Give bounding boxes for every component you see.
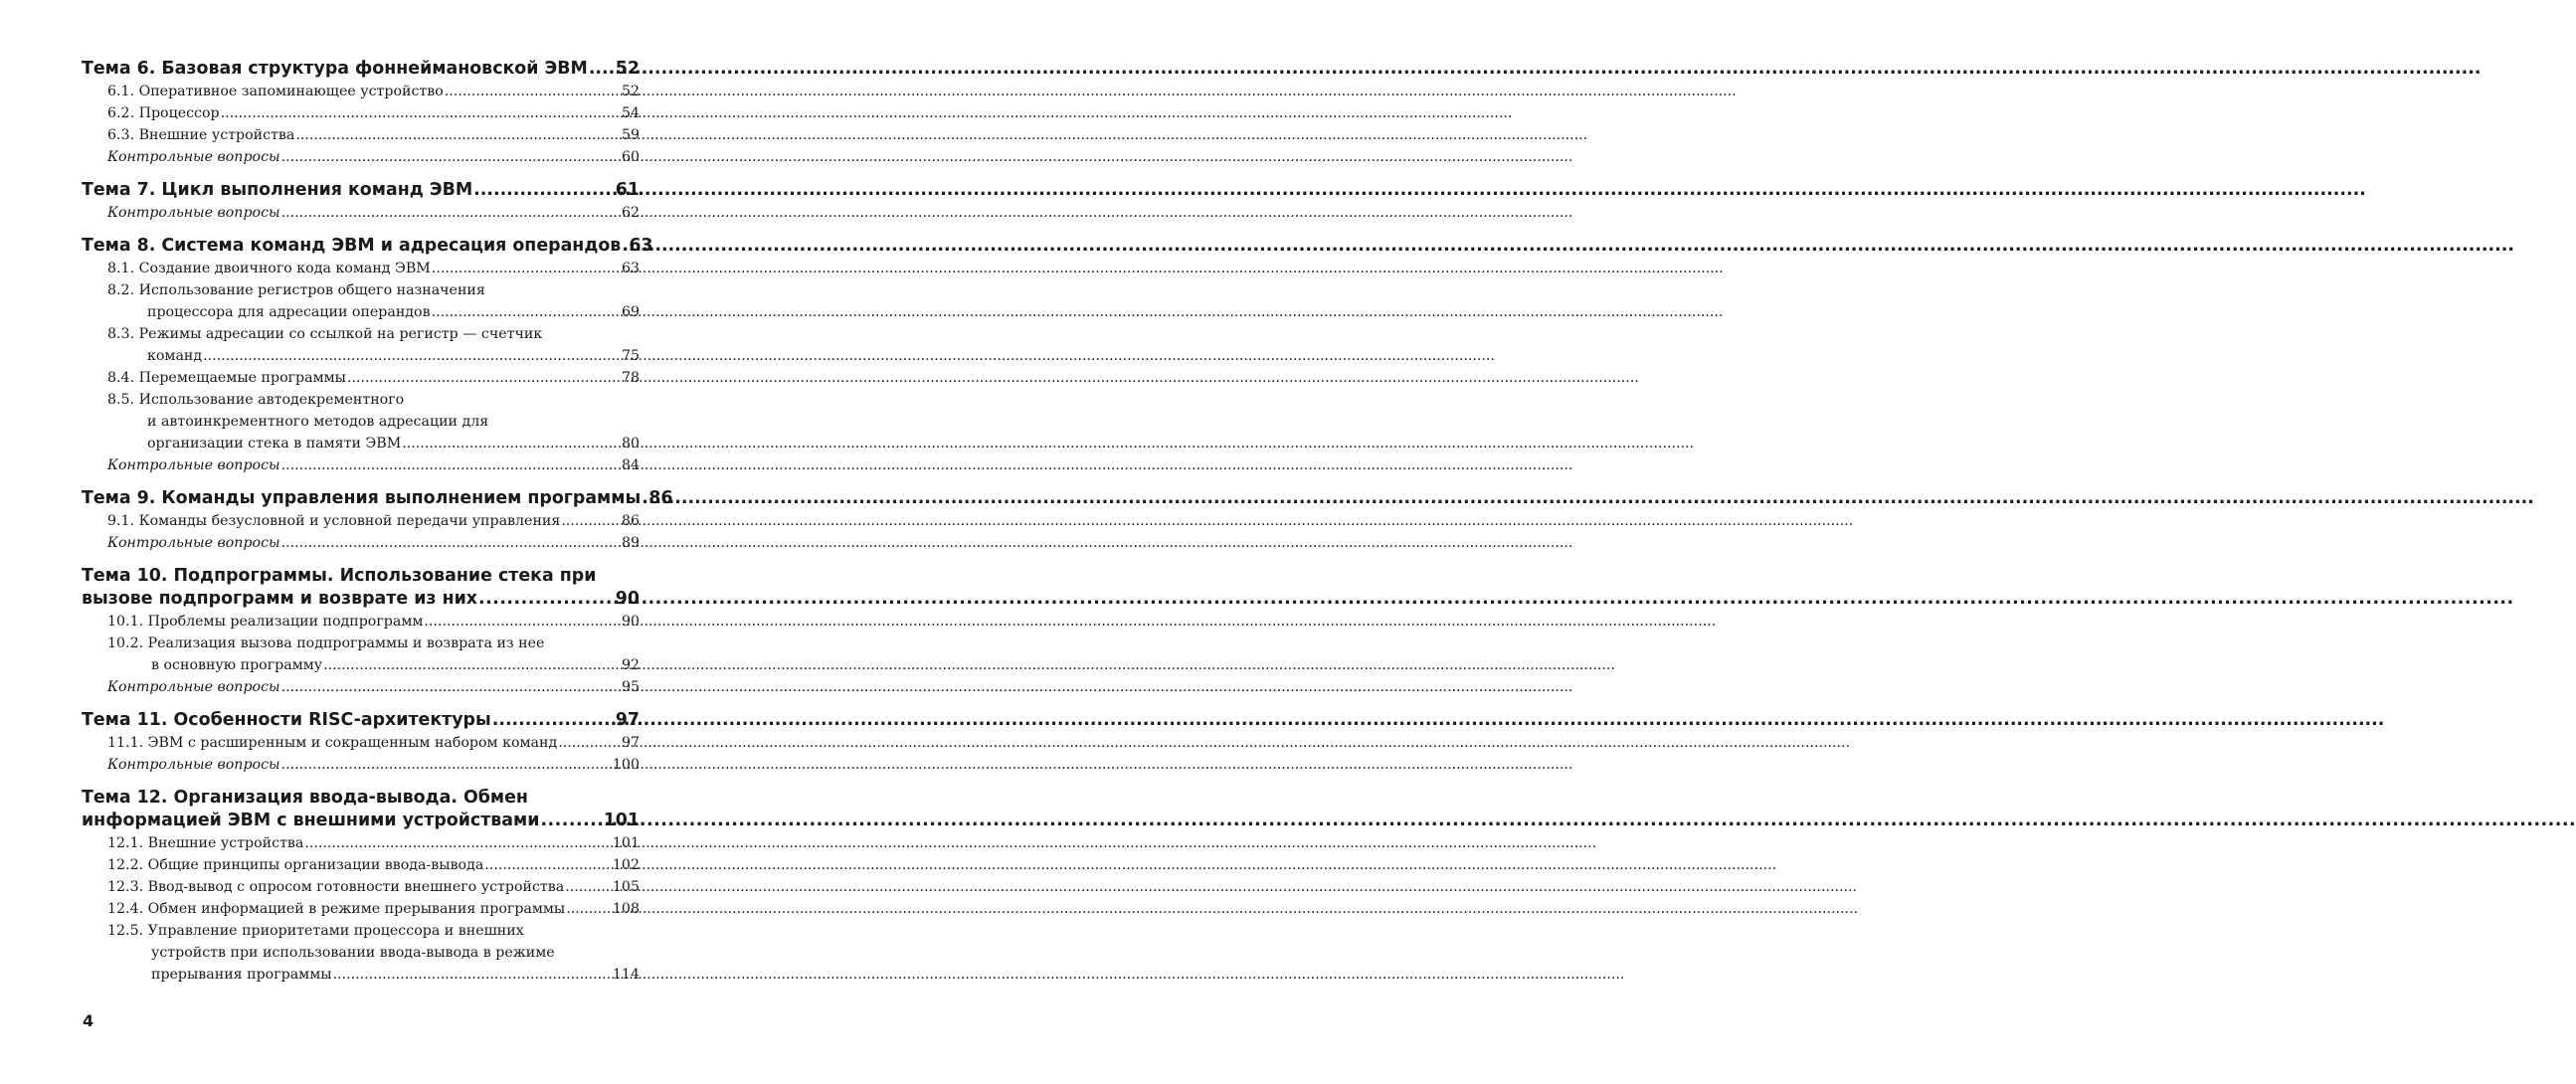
dot-leader	[281, 146, 621, 168]
page-ref: 52	[621, 84, 640, 99]
page-ref: 90	[621, 614, 640, 630]
entry-text: 12.4. Обмен информацией в режиме прерывания программы	[107, 901, 566, 917]
topic-title[interactable]	[82, 58, 640, 81]
review-questions-entry[interactable]	[82, 454, 640, 476]
topic-12	[82, 787, 640, 986]
dot-leader	[304, 832, 612, 854]
entry-text-line: организации стека в памяти ЭВМ	[147, 436, 402, 452]
page-ref: 54	[621, 105, 640, 121]
page-ref: 78	[621, 370, 640, 386]
topic-title[interactable]	[82, 709, 640, 732]
topic-title-last-line	[82, 810, 640, 832]
dot-leader	[589, 58, 615, 81]
topic-title-text: Тема 12. Организация ввода-вывода. Обмен	[82, 788, 528, 808]
entry-last-line	[107, 301, 640, 323]
toc-entry[interactable]	[82, 876, 640, 898]
toc-entry[interactable]	[82, 124, 640, 146]
dot-leader	[642, 487, 647, 510]
entry-text: 10.1. Проблемы реализации подпрограмм	[107, 614, 424, 630]
review-questions-entry[interactable]	[82, 532, 640, 554]
toc-entry[interactable]	[82, 102, 640, 124]
page-ref: 80	[621, 436, 640, 452]
entry-text: 8.1. Создание двоичного кода команд ЭВМ	[107, 261, 431, 276]
entry-last-line	[107, 964, 640, 986]
topic-title-text: Тема 8. Система команд ЭВМ и адресация операндов	[82, 236, 622, 256]
entry-text: Контрольные вопросы	[107, 149, 280, 165]
page-ref: 105	[612, 879, 640, 895]
entry-text-line: 8.5. Использование автодекрементного	[107, 392, 405, 408]
topic-title-text: Тема 11. Особенности RISC-архитектуры	[82, 710, 491, 730]
dot-leader	[281, 754, 612, 776]
page-ref: 114	[612, 967, 640, 983]
entry-text: 8.4. Перемещаемые программы	[107, 370, 346, 386]
entry-text-line: команд	[147, 348, 203, 364]
dot-leader	[561, 510, 621, 532]
dot-leader	[323, 654, 621, 676]
dot-leader	[473, 179, 615, 202]
dot-leader	[540, 810, 602, 832]
page-ref: 90	[615, 589, 640, 609]
entry-text-line: 12.5. Управление приоритетами процессора и внешних	[107, 923, 524, 939]
toc-entry[interactable]	[82, 832, 640, 854]
entry-text-line: 10.2. Реализация вызова подпрограммы и возврата из нее	[107, 635, 545, 651]
dot-leader	[445, 81, 621, 102]
topic-title-text: информацией ЭВМ с внешними устройствами	[82, 811, 540, 830]
entry-text-line: в основную программу	[151, 657, 323, 673]
review-questions-entry[interactable]	[82, 146, 640, 168]
page-ref: 97	[615, 710, 640, 730]
dot-leader	[566, 898, 612, 920]
page-ref: 86	[621, 513, 640, 529]
dot-leader	[622, 235, 628, 258]
page-ref: 101	[603, 811, 640, 830]
topic-title-last-line	[82, 588, 640, 611]
topic-title[interactable]	[82, 235, 653, 258]
topic-10	[82, 565, 640, 698]
dot-leader	[347, 367, 621, 389]
dot-leader	[565, 876, 612, 898]
review-questions-entry[interactable]	[82, 676, 640, 698]
topic-title-text: Тема 9. Команды управления выполнением программы	[82, 488, 642, 508]
topic-7	[82, 179, 640, 224]
entry-text-line: устройств при использовании ввода-вывода в режиме	[151, 945, 555, 961]
topic-8	[82, 235, 653, 476]
toc-entry[interactable]	[82, 323, 640, 367]
entry-text: Контрольные вопросы	[107, 457, 280, 473]
dot-leader	[424, 611, 621, 632]
entry-text: Контрольные вопросы	[107, 679, 280, 695]
dot-leader	[281, 202, 621, 224]
dot-leader	[432, 258, 621, 279]
entry-text: 12.3. Ввод-вывод с опросом готовности внешнего устройства	[107, 879, 565, 895]
toc-entry[interactable]	[82, 367, 640, 389]
topic-6	[82, 58, 640, 168]
entry-text: 6.3. Внешние устройства	[107, 127, 295, 143]
page-ref: 61	[615, 180, 640, 200]
toc-entry[interactable]	[82, 611, 640, 632]
review-questions-entry[interactable]	[82, 202, 640, 224]
dot-leader	[333, 964, 612, 986]
entry-text: 12.2. Общие принципы организации ввода-вывода	[107, 857, 484, 873]
entry-text: Контрольные вопросы	[107, 757, 280, 773]
topic-11	[82, 709, 640, 776]
entry-text: 6.1. Оперативное запоминающее устройство	[107, 84, 444, 99]
page-ref: 108	[612, 901, 640, 917]
page-ref: 52	[615, 59, 640, 79]
page-ref: 62	[621, 205, 640, 221]
toc-entry[interactable]	[82, 279, 640, 323]
entry-text-line: и автоинкрементного методов адресации для	[147, 414, 489, 430]
dot-leader	[558, 732, 621, 754]
dot-leader	[295, 124, 621, 146]
page-number: 4	[83, 1011, 94, 1030]
toc-entry[interactable]	[82, 81, 640, 102]
page-ref: 92	[621, 657, 640, 673]
dot-leader	[281, 676, 621, 698]
topic-title[interactable]	[82, 179, 640, 202]
dot-leader	[478, 588, 615, 611]
page-ref: 69	[621, 304, 640, 320]
entry-last-line	[107, 433, 640, 454]
page-ref: 75	[621, 348, 640, 364]
page-ref: 60	[621, 149, 640, 165]
topic-title-text: Тема 6. Базовая структура фоннеймановской ЭВМ	[82, 59, 588, 79]
toc-entry[interactable]	[82, 389, 640, 454]
page-ref: 100	[612, 757, 640, 773]
dot-leader	[432, 301, 621, 323]
dot-leader	[402, 433, 621, 454]
page-ref: 63	[629, 236, 653, 256]
dot-leader	[492, 709, 615, 732]
topic-title[interactable]	[82, 565, 640, 611]
entry-last-line	[107, 654, 640, 676]
dot-leader	[281, 454, 621, 476]
topic-title-text: Тема 10. Подпрограммы. Использование стека при	[82, 566, 597, 586]
page-ref: 63	[621, 261, 640, 276]
page-ref: 89	[621, 535, 640, 551]
entry-text-line: прерывания программы	[151, 967, 332, 983]
dot-leader	[203, 345, 621, 367]
page-ref: 97	[621, 735, 640, 751]
toc-entry[interactable]	[82, 854, 640, 876]
entry-text-line: 8.2. Использование регистров общего назначения	[107, 282, 485, 298]
toc-entry[interactable]	[82, 258, 640, 279]
toc-entry[interactable]	[82, 898, 640, 920]
entry-text: 6.2. Процессор	[107, 105, 220, 121]
toc-entry[interactable]	[82, 732, 640, 754]
toc-entry[interactable]	[82, 920, 640, 986]
dot-leader	[281, 532, 621, 554]
entry-text: 12.1. Внешние устройства	[107, 835, 304, 851]
page-ref: 95	[621, 679, 640, 695]
entry-text: 11.1. ЭВМ с расширенным и сокращенным набором команд	[107, 735, 558, 751]
dot-leader	[221, 102, 621, 124]
topic-title[interactable]	[82, 487, 673, 510]
entry-last-line	[107, 345, 640, 367]
toc-entry[interactable]	[82, 510, 640, 532]
topic-title[interactable]	[82, 787, 640, 832]
topic-title-text: вызове подпрограмм и возврате из них	[82, 589, 477, 609]
page-ref: 101	[612, 835, 640, 851]
topic-9	[82, 487, 673, 554]
topic-title-text: Тема 7. Цикл выполнения команд ЭВМ	[82, 180, 473, 200]
review-questions-entry[interactable]	[82, 754, 640, 776]
page-ref: 102	[612, 857, 640, 873]
dot-leader	[484, 854, 612, 876]
toc-entry[interactable]	[82, 632, 640, 676]
table-of-contents	[82, 58, 673, 996]
entry-text: Контрольные вопросы	[107, 535, 280, 551]
entry-text: 9.1. Команды безусловной и условной передачи управления	[107, 513, 561, 529]
entry-text-line: процессора для адресации операндов	[147, 304, 431, 320]
page-ref: 86	[648, 488, 673, 508]
page-ref: 59	[621, 127, 640, 143]
page-ref: 84	[621, 457, 640, 473]
entry-text: Контрольные вопросы	[107, 205, 280, 221]
entry-text-line: 8.3. Режимы адресации со ссылкой на регистр — счетчик	[107, 326, 543, 342]
